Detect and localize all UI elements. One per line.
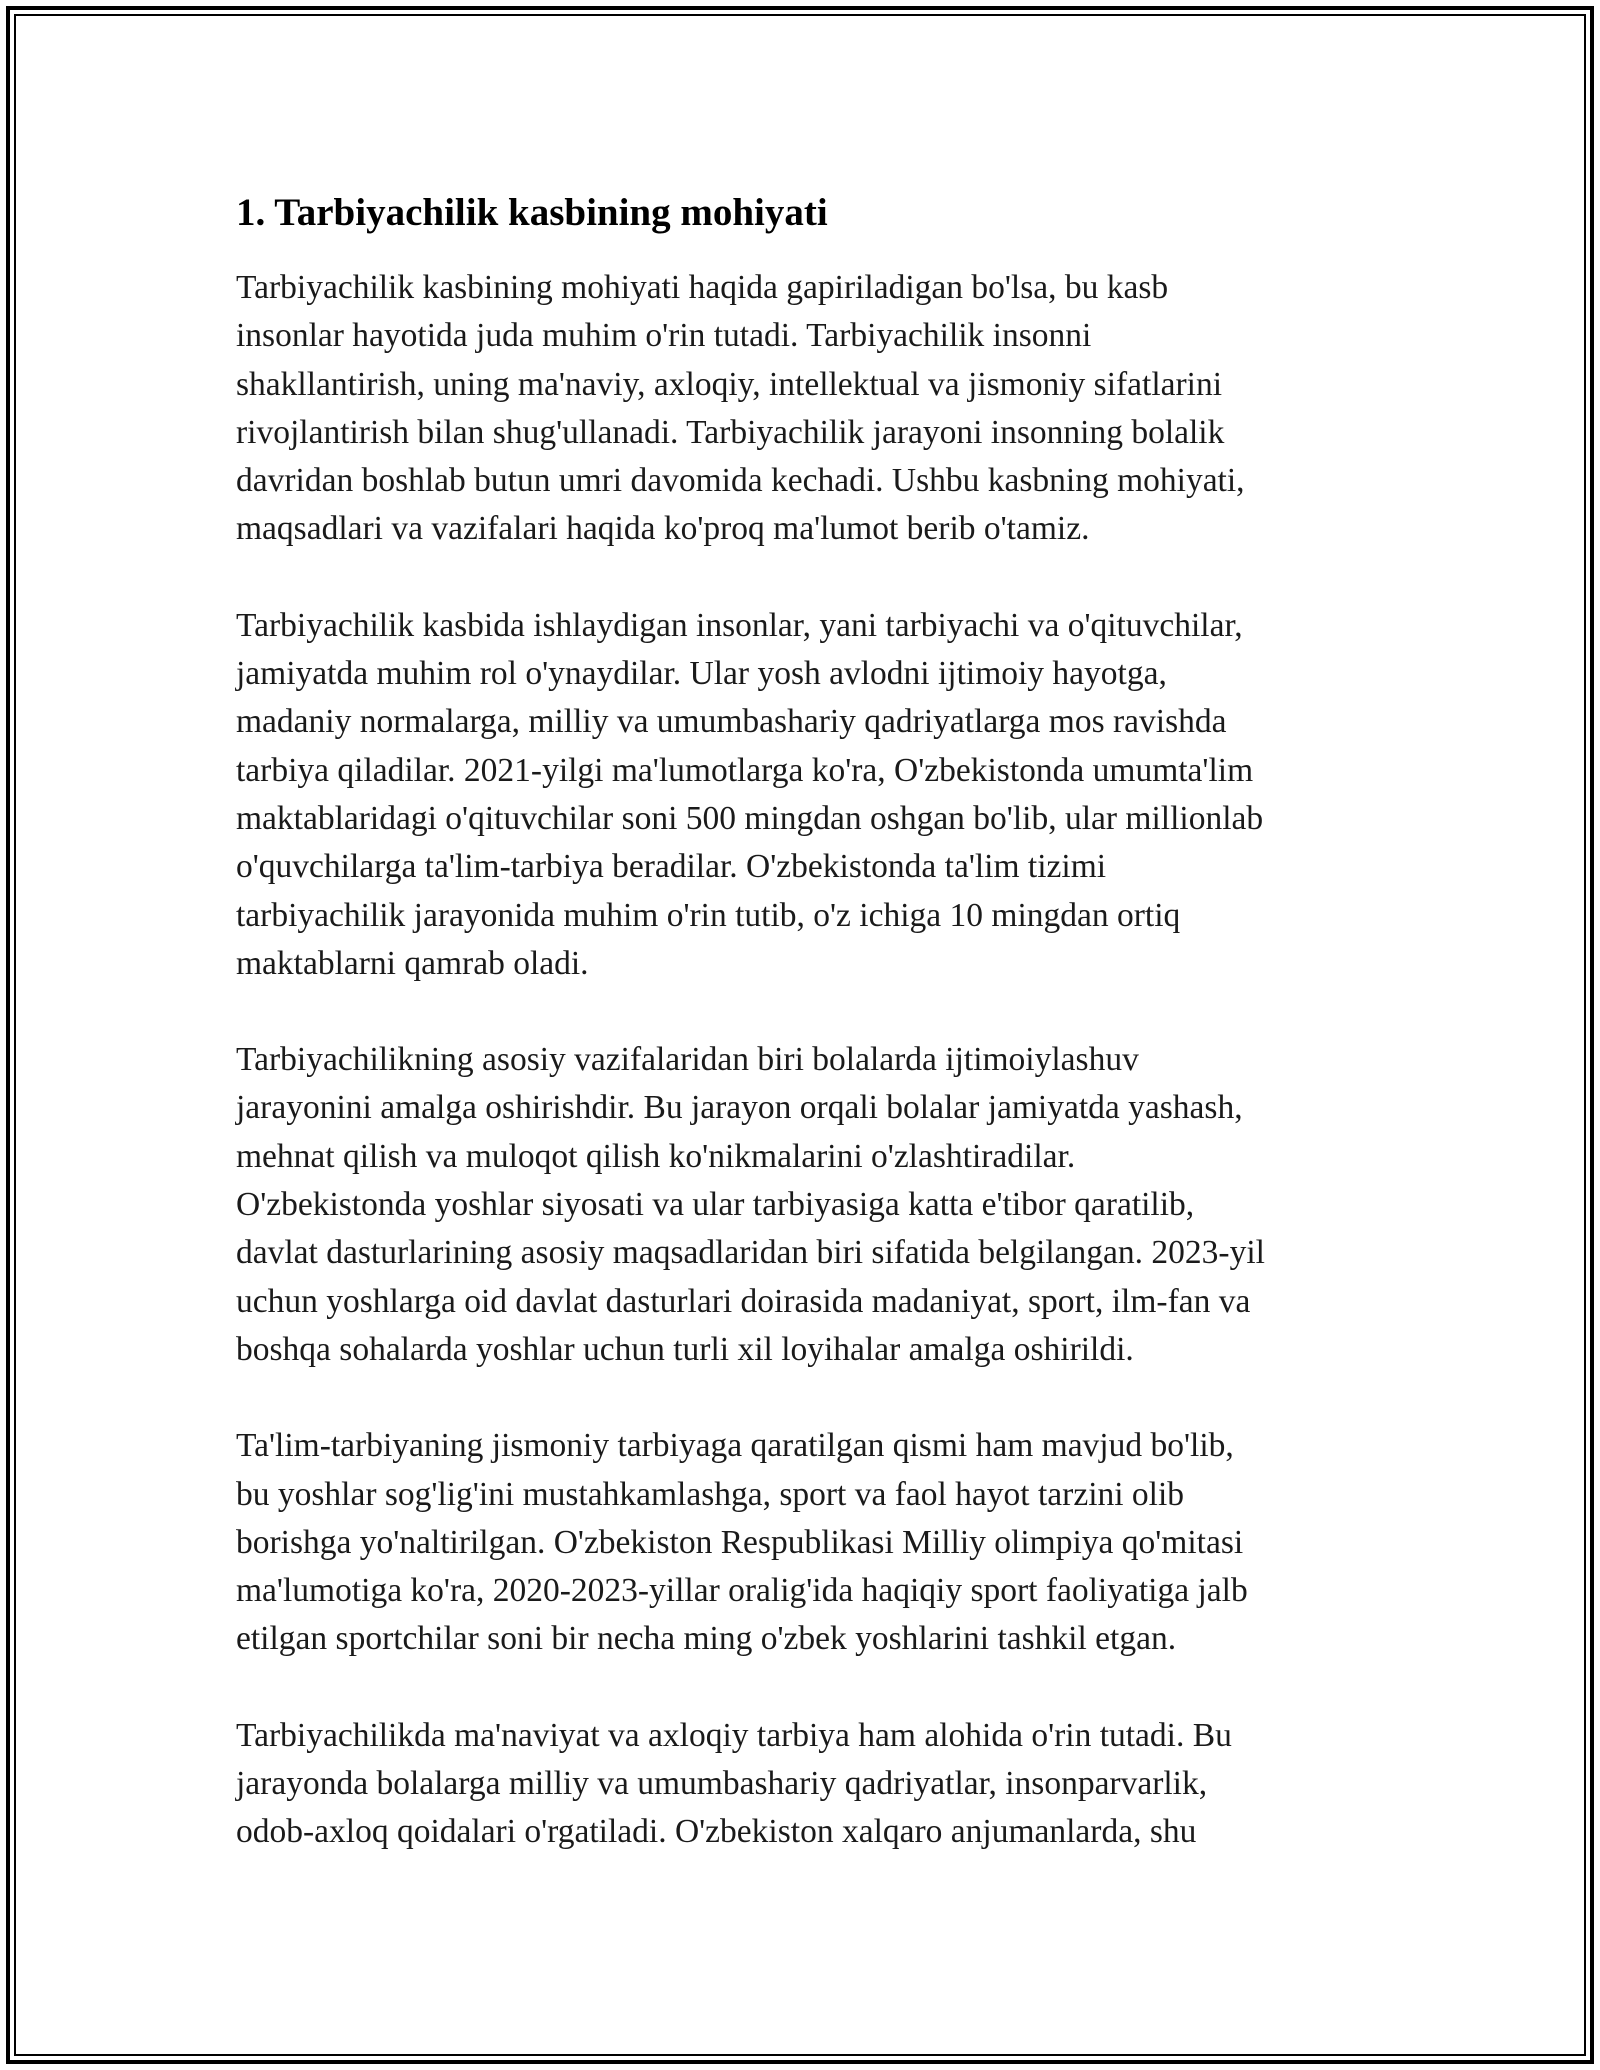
text-line: jamiyatda muhim rol o'ynaydilar. Ular yosh avlodni ijtimoiy hayotga, (236, 655, 1167, 693)
text-line: shakllantirish, uning ma'naviy, axloqiy, intellektual va jismoniy sifatlarini (236, 365, 1223, 403)
text-line: tarbiyachilik jarayonida muhim o'rin tutib, o'z ichiga 10 mingdan ortiq (236, 896, 1181, 934)
text-line: Ta'lim-tarbiyaning jismoniy tarbiyaga qaratilgan qismi ham mavjud bo'lib, (236, 1427, 1234, 1465)
text-line: Tarbiyachilik kasbining mohiyati haqida gapiriladigan bo'lsa, bu kasb (236, 269, 1169, 306)
text-line: Tarbiyachilikning asosiy vazifalaridan biri bolalarda ijtimoiylashuv (236, 1041, 1139, 1079)
text-line: bu yoshlar sog'lig'ini mustahkamlashga, sport va faol hayot tarzini olib (236, 1475, 1185, 1513)
text-line: maktablarni qamrab oladi. (236, 944, 589, 982)
text-line: boshqa sohalarda yoshlar uchun turli xil loyihalar amalga oshirildi. (236, 1330, 1134, 1368)
text-line: etilgan sportchilar soni bir necha ming o'zbek yoshlarini tashkil etgan. (236, 1620, 1177, 1658)
text-line: Tarbiyachilikda ma'naviyat va axloqiy tarbiya ham alohida o'rin tutadi. Bu (236, 1716, 1232, 1754)
text-line: davridan boshlab butun umri davomida kechadi. Ushbu kasbning mohiyati, (236, 462, 1245, 500)
text-line: O'zbekistonda yoshlar siyosati va ular tarbiyasiga katta e'tibor qaratilib, (236, 1186, 1195, 1224)
text-line: odob-axloq qoidalari o'rgatiladi. O'zbekiston xalqaro anjumanlarda, shu (236, 1813, 1197, 1851)
text-line: rivojlantirish bilan shug'ullanadi. Tarbiyachilik jarayoni insonning bolalik (236, 413, 1225, 451)
text-line: uchun yoshlarga oid davlat dasturlari doirasida madaniyat, sport, ilm-fan va (236, 1282, 1251, 1320)
paragraph-1 (236, 264, 1376, 554)
text-line: maqsadlari va vazifalari haqida ko'proq ma'lumot berib o'tamiz. (236, 510, 1090, 548)
text-line: Tarbiyachilik kasbida ishlaydigan insonlar, yani tarbiyachi va o'qituvchilar, (236, 606, 1243, 644)
paragraph-3 (236, 1036, 1376, 1374)
text-line: tarbiya qiladilar. 2021-yilgi ma'lumotlarga ko'ra, O'zbekistonda umumta'lim (236, 751, 1254, 789)
text-line: ma'lumotiga ko'ra, 2020-2023-yillar oralig'ida haqiqiy sport faoliyatiga jalb (236, 1572, 1248, 1610)
paragraph-2 (236, 602, 1376, 988)
text-line: o'quvchilarga ta'lim-tarbiya beradilar. O'zbekistonda ta'lim tizimi (236, 848, 1107, 886)
text-line: davlat dasturlarining asosiy maqsadlaridan biri sifatida belgilangan. 2023-yil (236, 1234, 1265, 1272)
text-line: insonlar hayotida juda muhim o'rin tutadi. Tarbiyachilik insonni (236, 317, 1092, 355)
text-line: jarayonda bolalarga milliy va umumbashariy qadriyatlar, insonparvarlik, (236, 1765, 1208, 1803)
document-body (236, 186, 1376, 1905)
text-line: madaniy normalarga, milliy va umumbashariy qadriyatlarga mos ravishda (236, 703, 1227, 741)
section-heading: 1. Tarbiyachilik kasbining mohiyati (236, 191, 828, 234)
paragraph-4 (236, 1422, 1376, 1663)
text-line: borishga yo'naltirilgan. O'zbekiston Respublikasi Milliy olimpiya qo'mitasi (236, 1523, 1244, 1561)
text-line: maktablaridagi o'qituvchilar soni 500 mingdan oshgan bo'lib, ular millionlab (236, 799, 1264, 837)
text-line: jarayonini amalga oshirishdir. Bu jarayon orqali bolalar jamiyatda yashash, (236, 1089, 1243, 1127)
paragraph-5 (236, 1712, 1376, 1857)
text-line: mehnat qilish va muloqot qilish ko'nikmalarini o'zlashtiradilar. (236, 1137, 1076, 1175)
